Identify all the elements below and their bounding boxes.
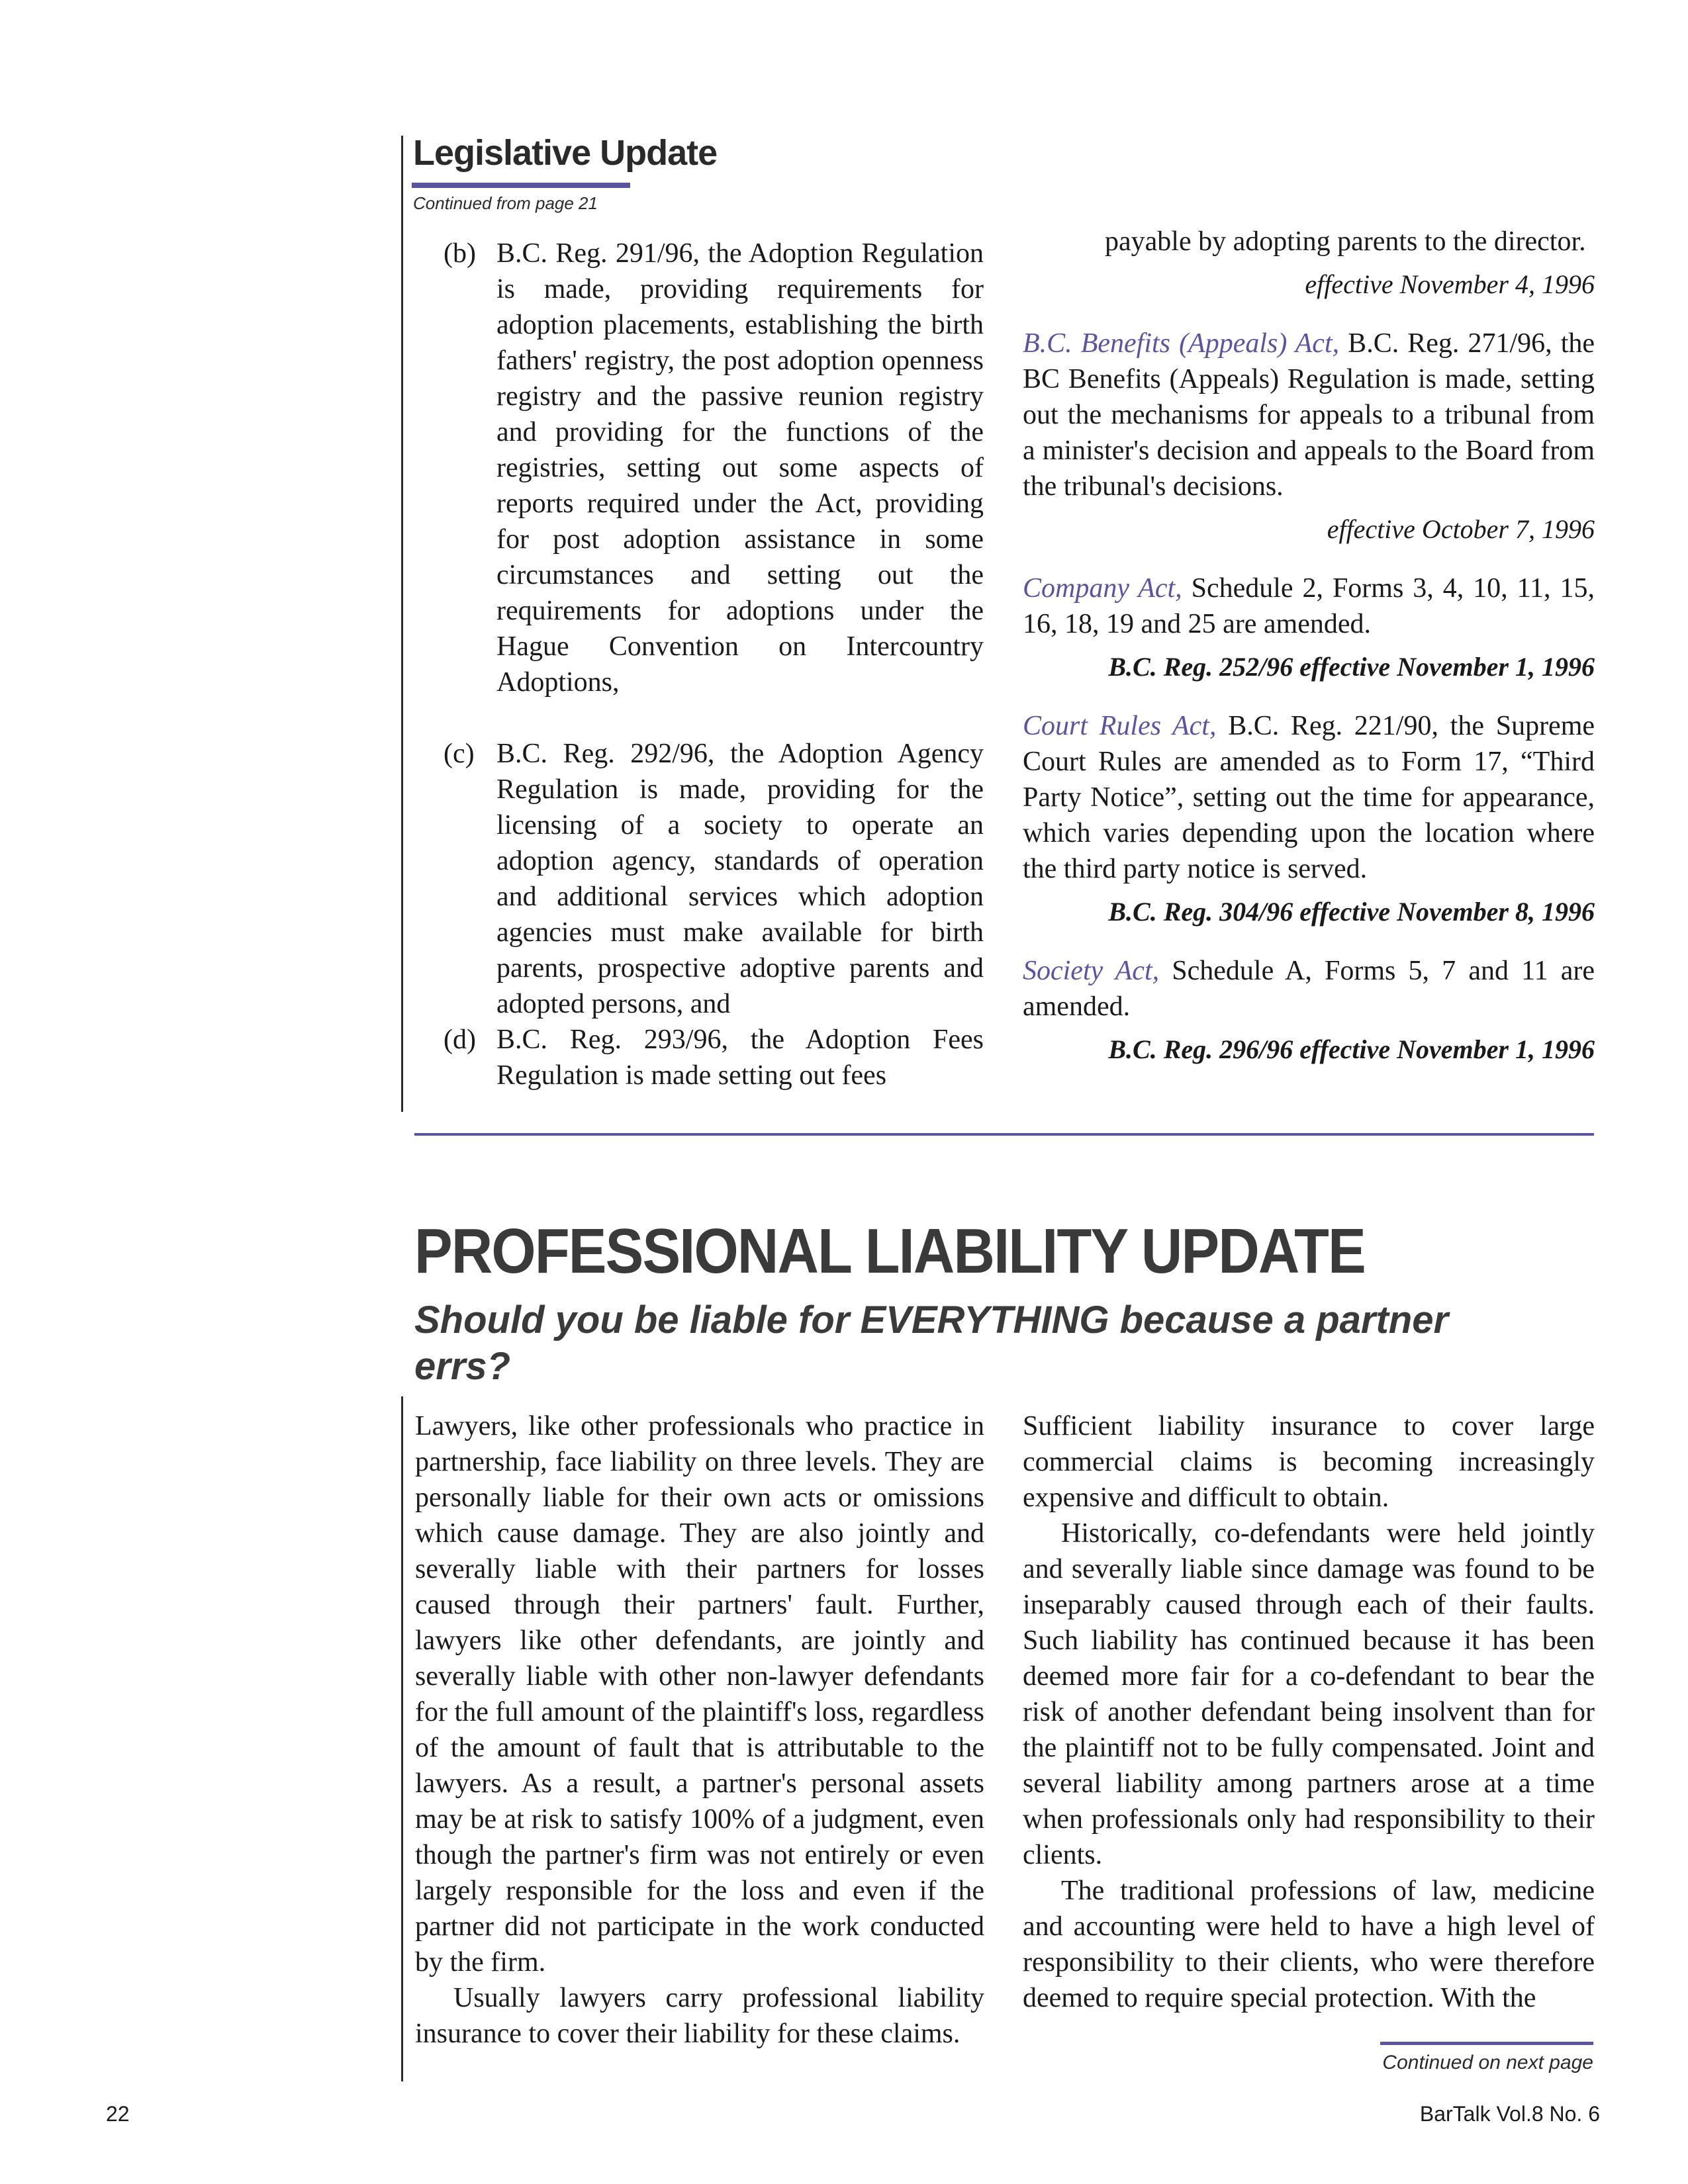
paragraph: The traditional professions of law, medicine and accounting were held to have a high level of responsibility to their clients, who were therefore deemed to require special protection. With the bbox=[1023, 1876, 1595, 2013]
list-item bbox=[444, 236, 984, 700]
act-name: Company Act, bbox=[1023, 573, 1182, 604]
act-description: Schedule 2, Forms 3, 4, 10, 11, 15, 16, 18, 19 and 25 are amended. bbox=[1023, 573, 1595, 639]
left-margin-rule-top bbox=[401, 136, 403, 1112]
effective-date: B.C. Reg. 304/96 effective November 8, 1996 bbox=[1108, 897, 1595, 927]
list-marker: (b) bbox=[444, 238, 476, 269]
act-entry bbox=[1023, 570, 1595, 684]
act-name: B.C. Benefits (Appeals) Act, bbox=[1023, 328, 1340, 359]
continued-next-label: Continued on next page bbox=[1382, 2052, 1593, 2073]
page-number: 22 bbox=[106, 2102, 130, 2126]
paragraph: Usually lawyers carry professional liability insurance to cover their liability for these claims. bbox=[415, 1983, 984, 2049]
continued-from-label: Continued from page 21 bbox=[413, 193, 598, 213]
list-item-text: B.C. Reg. 291/96, the Adoption Regulation is made, providing requirements for adoption placements, establishing the birth fathers' registry, the post adoption openness registry and the passive reunion registry and providing for the functions of the registries, setting out some aspects of reports required under the Act, providing for post adoption assistance in some circumstances and setting out the requirements for adoptions under the Hague Convention on Intercountry Adoptions, bbox=[496, 238, 984, 698]
section-divider bbox=[414, 1133, 1594, 1136]
effective-date: B.C. Reg. 296/96 effective November 1, 1996 bbox=[1108, 1034, 1595, 1064]
effective-date: B.C. Reg. 252/96 effective November 1, 1996 bbox=[1108, 652, 1595, 682]
article-right-column bbox=[1023, 1408, 1595, 2016]
left-margin-rule-bottom bbox=[401, 1396, 403, 2081]
list-marker: (d) bbox=[444, 1024, 476, 1055]
list-item bbox=[444, 736, 984, 1022]
legislative-right-column bbox=[1023, 224, 1595, 1091]
list-item-text: B.C. Reg. 292/96, the Adoption Agency Regulation is made, providing for the licensing of a society to operate an adoption agency, standards of operation and additional services which adoption agencies must make available for birth parents, prospective adoptive parents and adopted persons, and bbox=[496, 739, 984, 1019]
list-item bbox=[444, 1022, 984, 1093]
continuation-text: payable by adopting parents to the director. bbox=[1105, 226, 1586, 257]
list-item-text: B.C. Reg. 293/96, the Adoption Fees Regulation is made setting out fees bbox=[496, 1024, 984, 1091]
act-entry bbox=[1023, 708, 1595, 929]
title-underline bbox=[412, 183, 630, 188]
paragraph: Lawyers, like other professionals who practice in partnership, face liability on three levels. They are personally liable for their own acts or omissions which cause damage. They are also jointly and severally liable with their partners for losses caused through their partners' fault. Further, lawyers like other defendants, are jointly and severally liable with other non-lawyer defendants for the full amount of the plaintiff's loss, regardless of the amount of fault that is attributable to the lawyers. As a result, a partner's personal assets may be at risk to satisfy 100% of a judgment, even though the partner's firm was not entirely or even largely responsible for the loss and even if the partner did not participate in the work conducted by the firm. bbox=[415, 1411, 984, 1978]
effective-date: effective October 7, 1996 bbox=[1327, 514, 1595, 544]
paragraph: Historically, co-defendants were held jointly and severally liable since damage was found to be inseparably caused through each of their faults. Such liability has continued because it has been deemed more fair for a co-defendant to bear the risk of another defendant being insolvent than for the plaintiff not to be fully compensated. Joint and several liability among partners arose at a time when professionals only had responsibility to their clients. bbox=[1023, 1518, 1595, 1870]
issue-label: BarTalk Vol.8 No. 6 bbox=[1419, 2102, 1600, 2126]
act-description: B.C. Reg. 271/96, the BC Benefits (Appeals) Regulation is made, setting out the mechanisms for appeals to a tribunal from a minister's decision and appeals to the Board from the tribunal's decisions. bbox=[1023, 328, 1595, 502]
act-description: B.C. Reg. 221/90, the Supreme Court Rules are amended as to Form 17, “Third Party Notice”, setting out the time for appearance, which varies depending upon the location where the third party notice is served. bbox=[1023, 711, 1595, 884]
act-name: Society Act, bbox=[1023, 956, 1160, 986]
act-description: Schedule A, Forms 5, 7 and 11 are amended. bbox=[1023, 956, 1595, 1022]
continued-rule bbox=[1380, 2042, 1593, 2045]
effective-date: effective November 4, 1996 bbox=[1305, 269, 1595, 299]
continuation-block bbox=[1023, 224, 1595, 302]
section-title-professional: PROFESSIONAL LIABILITY UPDATE bbox=[414, 1216, 1365, 1287]
article-left-column bbox=[415, 1408, 984, 2052]
section-title-legislative: Legislative Update bbox=[413, 133, 718, 173]
act-entry bbox=[1023, 953, 1595, 1067]
act-entry bbox=[1023, 326, 1595, 547]
act-name: Court Rules Act, bbox=[1023, 711, 1217, 741]
list-marker: (c) bbox=[444, 739, 475, 769]
article-subtitle: Should you be liable for EVERYTHING because a partner errs? bbox=[414, 1298, 1449, 1388]
paragraph: Sufficient liability insurance to cover large commercial claims is becoming increasingly expensive and difficult to obtain. bbox=[1023, 1411, 1595, 1513]
